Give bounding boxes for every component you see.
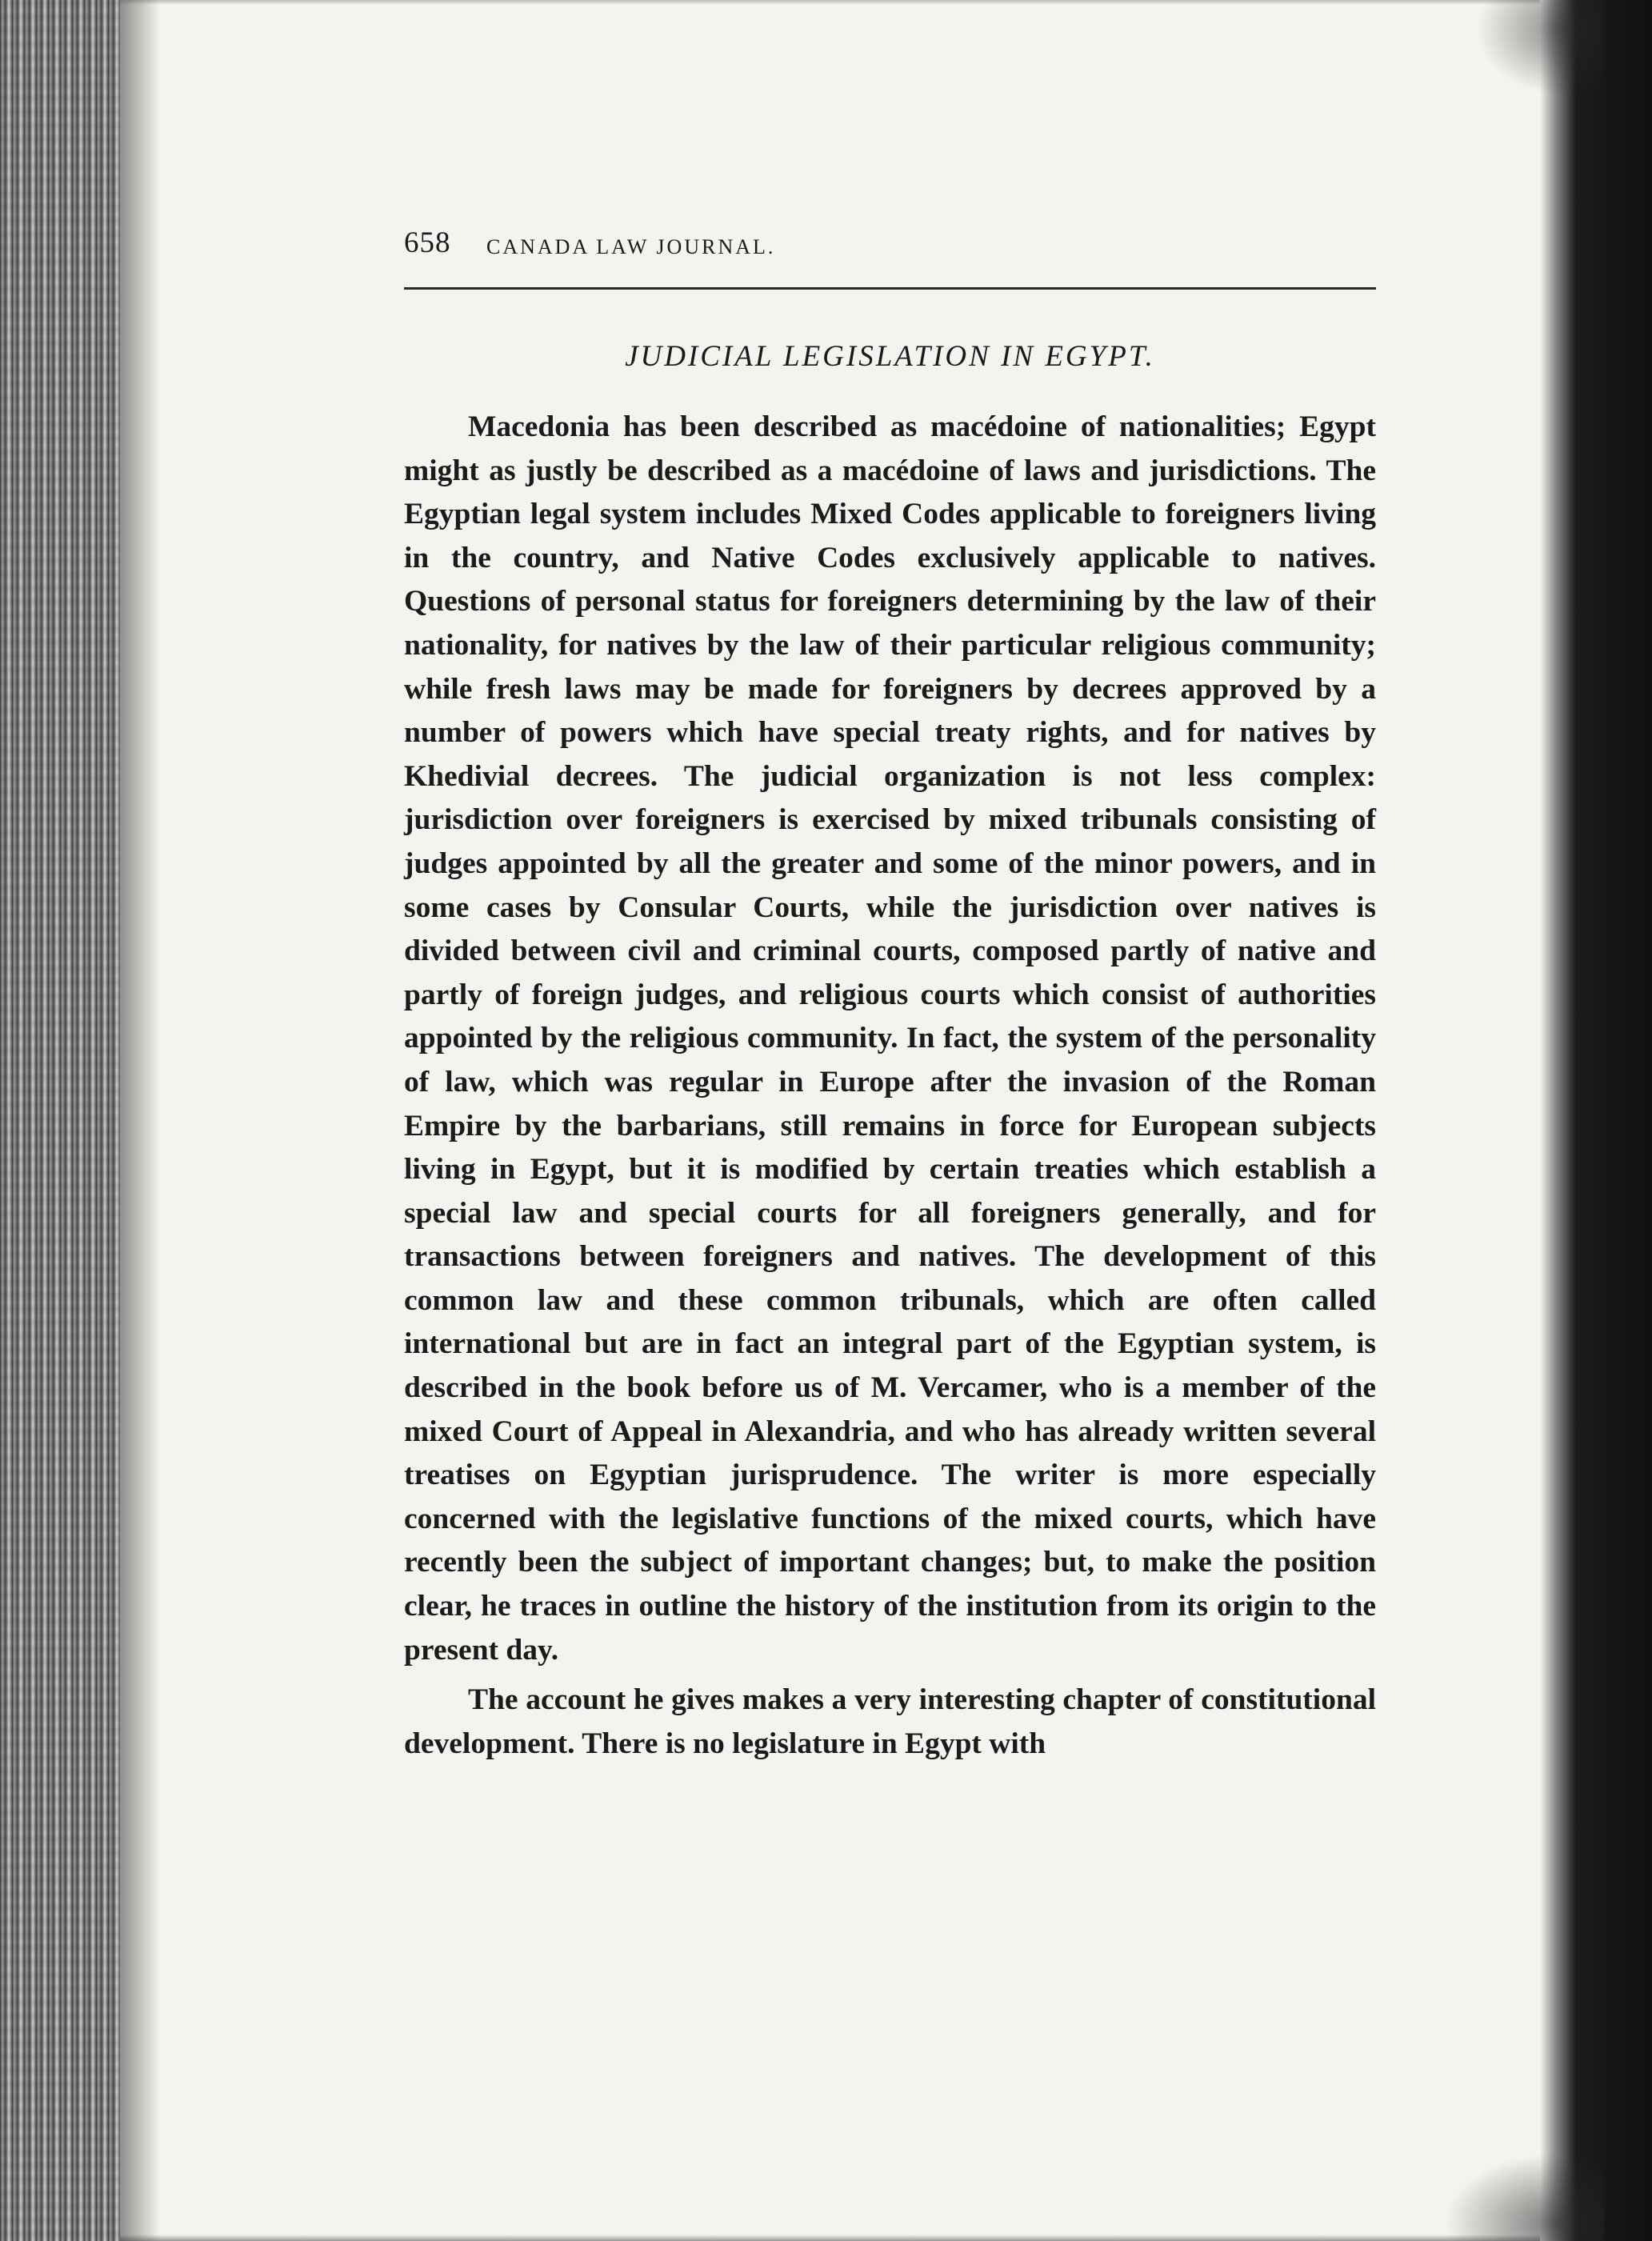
header-rule — [404, 287, 1376, 290]
scan-bottom-edge — [120, 2235, 1540, 2241]
scan-binding-shadow — [120, 0, 160, 2241]
running-header-title: CANADA LAW JOURNAL. — [486, 235, 776, 258]
paragraph: Macedonia has been described as macédoine of nationalities; Egypt might as justly be described as a macédoine of laws and jurisdictions. The Egyptian legal system includes Mixed Codes applicable to foreigners living in the country, and Native Codes exclusively applicable to natives. Questions of personal status for foreigners determining by the law of their nationality, for natives by the law of their particular religious community; while fresh laws may be made for foreigners by decrees approved by a number of powers which have special treaty rights, and for natives by Khedivial decrees. The judicial organization is not less complex: jurisdiction over foreigners is exercised by mixed tribunals consisting of judges appointed by all the greater and some of the minor powers, and in some cases by Consular Courts, while the jurisdiction over natives is divided between civil and criminal courts, composed partly of native and partly of foreign judges, and religious courts which consist of authorities appointed by the religious community. In fact, the system of the personality of law, which was regular in Europe after the invasion of the Roman Empire by the barbarians, still remains in force for European subjects living in Egypt, but it is modified by certain treaties which establish a special law and special courts for all foreigners generally, and for transactions between foreigners and natives. The development of this common law and these common tribunals, which are often called international but are in fact an integral part of the Egyptian system, is described in the book before us of M. Vercamer, who is a member of the mixed Court of Appeal in Alexandria, and who has already written several treatises on Egyptian jurisprudence. The writer is more especially concerned with the legislative functions of the mixed courts, which have recently been the subject of important changes; but, to make the position clear, he traces in outline the history of the institution from its origin to the present day. — [404, 410, 1376, 1667]
article-body — [404, 406, 1376, 1766]
scan-speckle — [1444, 2153, 1604, 2241]
scan-binding-left-edge — [0, 0, 120, 2241]
scan-speckle — [1476, 0, 1604, 96]
article-title: JUDICIAL LEGISLATION IN EGYPT. — [625, 340, 1155, 373]
page-number: 658 — [404, 226, 451, 259]
paragraph: The account he gives makes a very interesting chapter of constitutional development. There is no legislature in Egypt with — [404, 1683, 1376, 1760]
scan-binding-right-edge — [1540, 0, 1652, 2241]
scan-top-edge — [120, 0, 1540, 5]
